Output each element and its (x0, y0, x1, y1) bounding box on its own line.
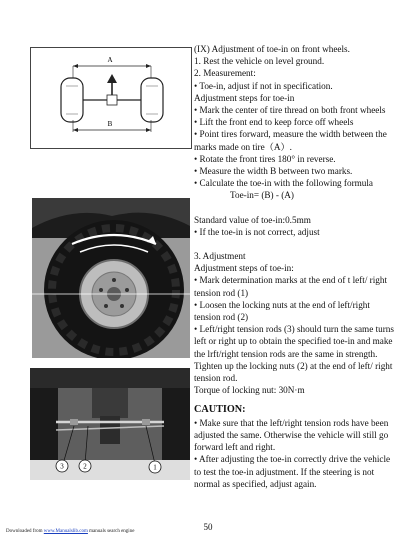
left-tire (30, 388, 58, 460)
torque-value: Torque of locking nut: 30N·m (194, 385, 305, 396)
adjust-note: • If the toe-in is not correct, adjust (194, 226, 320, 237)
footer-prefix: Downloaded from (6, 529, 43, 534)
page-number: 50 (203, 522, 213, 532)
adjust-item: Tighten up the locking nuts (2) at the end of left/ right tension rod. (194, 360, 393, 384)
measure-item: • Toe-in, adjust if not in specification. (194, 80, 333, 91)
measure-item: • Lift the front end to keep force off wheels (194, 117, 354, 128)
tension-rod-photo (30, 368, 190, 480)
front-wheel-photo (32, 198, 190, 358)
step-3: 3. Adjustment (194, 251, 246, 262)
right-wheel (141, 78, 163, 122)
toe-in-diagram-svg (31, 48, 191, 148)
footer (6, 529, 134, 534)
standard-value: Standard value of toe-in:0.5mm (194, 214, 311, 225)
section-heading: (IX) Adjustment of toe-in on front wheels. (194, 44, 350, 54)
measure-item: • Calculate the toe-in with the following formula (194, 178, 374, 189)
callout-1-label: 1 (153, 463, 157, 472)
measure-item: • Mark the center of tire thread on both front wheels (194, 105, 386, 116)
callout-2-label: 2 (83, 462, 87, 471)
caution-item: • After adjusting the toe-in correctly drive the vehicle to test the toe-in adjustment. If the steering is not normal as specified, adjust again. (194, 454, 391, 489)
step-1: 1. Rest the vehicle on level ground. (194, 56, 325, 67)
adjust-item: • Left/right tension rods (3) should turn the same turns left or right up to obtain the specified toe-in and make the lrft/right tension rods are the same in strength. (194, 324, 394, 359)
caution-item: • Make sure that the left/right tension rods have been adjusted the same. Otherwise the vehicle will still go forward left and right. (194, 417, 389, 453)
left-wheel (61, 78, 83, 122)
label-b: B (107, 120, 113, 128)
tension-rod-photo-svg (30, 368, 190, 480)
toe-in-formula: Toe-in= (B) - (A) (230, 190, 294, 201)
step-2: 2. Measurement: (194, 68, 256, 79)
measure-item: • Point tires forward, measure the width between the marks made on tire（A）. (194, 129, 387, 152)
footer-link[interactable]: www.Manualslib.com (43, 529, 88, 534)
front-wheel-photo-svg (32, 198, 190, 358)
adjust-subheading: Adjustment steps of toe-in: (194, 263, 294, 274)
measure-subheading: Adjustment steps for toe-in (194, 92, 295, 103)
toe-in-diagram (30, 47, 192, 149)
callout-3-label: 3 (60, 462, 64, 471)
caution-heading: CAUTION: (194, 404, 246, 416)
adjust-item: • Loosen the locking nuts at the end of left/right tension rod (2) (194, 299, 370, 323)
measure-item: • Rotate the front tires 180° in reverse. (194, 153, 336, 164)
adjust-item: • Mark determination marks at the end of t left/ right tension rod (1) (194, 275, 388, 298)
right-tire (162, 388, 190, 460)
footer-suffix: manuals search engine (89, 529, 135, 534)
measure-item: • Measure the width B between two marks. (194, 166, 353, 177)
label-a: A (107, 56, 113, 64)
instruction-text (194, 43, 394, 490)
